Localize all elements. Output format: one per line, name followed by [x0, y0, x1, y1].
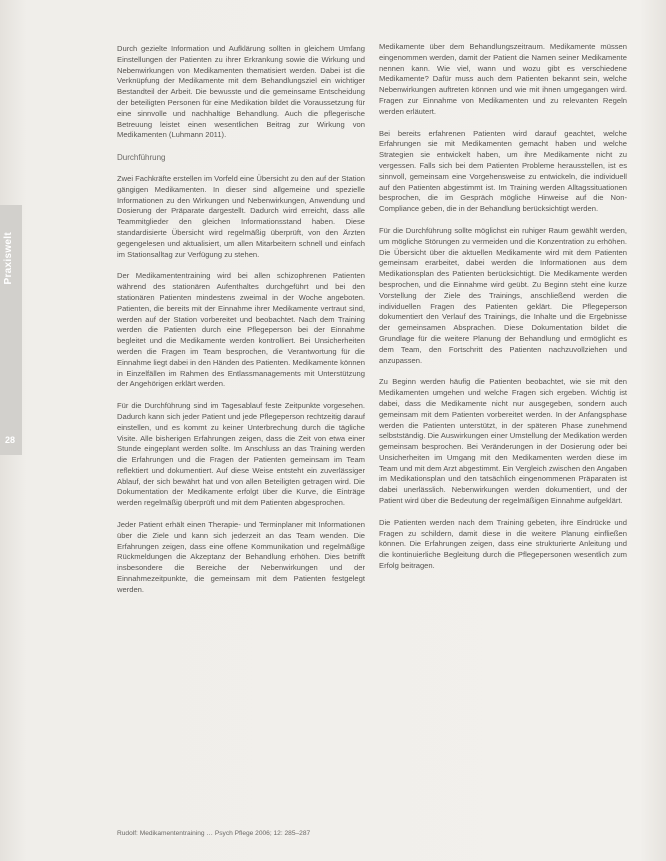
paragraph: Für die Durchführung sind im Tagesablauf feste Zeitpunkte vorgesehen. Dadurch kann sich jeder Patient und jede Pflegeperson rechtzeitig darauf einstellen, und es kommt zu keiner Unterbrechung durch die tägliche Visite. Alle bisherigen Erfahrungen zeigen, dass die Zeit von etwa einer Stunde eingeplant werden sollte. Im Anschluss an das Training werden die Erfahrungen und die Fragen der Patienten gemeinsam im Team reflektiert und dokumentiert. Auf diese Weise entsteht ein zuverlässiger Ablauf, der sich bewährt hat und von allen Beteiligten getragen wird. Die Dokumentation der Medikamente erfolgt über die Kurve, die Einträge werden regelmäßig überprüft und mit dem Patienten abgesprochen. [117, 401, 365, 508]
paragraph: Jeder Patient erhält einen Therapie- und Terminplaner mit Informationen über die Ziele und kann sich jederzeit an das Team wenden. Die Erfahrungen zeigen, dass eine offene Kommunikation und regelmäßige Rückmeldungen die Akzeptanz der Behandlung erhöhen. Dies betrifft insbesondere die Bereiche der Nebenwirkungen und der Einnahmezeitpunkte, die gemeinsam mit dem Patienten festgelegt werden. [117, 520, 365, 594]
paragraph: Der Medikamententraining wird bei allen schizophrenen Patienten während des stationären Aufenthaltes durchgeführt und bei den stationären Patienten mindestens zweimal in der Woche angeboten. Patienten, die bereits mit der Einnahme ihrer Medikamente vertraut sind, werden auf der Station vorbereitet und beobachtet. Nach dem Training werden die Patienten durch eine Pflegeperson bei der Einnahme begleitet und die Medikamente werden kontrolliert. Bei Unsicherheiten werden die Fragen im Team besprochen, die Verantwortung für die Einnahme liegt dabei in den Händen des Patienten. Medikamente können in Einzelfällen im Rahmen des Entlassmanagements mit Unterstützung der Angehörigen erklärt werden. [117, 271, 365, 389]
paragraph: Zu Beginn werden häufig die Patienten beobachtet, wie sie mit den Medikamenten umgehen und welche Fragen sich ergeben. Wichtig ist dabei, dass die Medikamente nicht nur ausgegeben, sondern auch gemeinsam mit dem Patienten vorbereitet werden. In der Anfangsphase werden die Patienten unterstützt, in der späteren Phase zunehmend selbstständig. Die Auswirkungen einer Umstellung der Medikation werden gemeinsam besprochen. Bei Veränderungen in der Dosierung oder bei Unsicherheiten im Umgang mit den Medikamenten werden diese im Team und mit dem Arzt abgestimmt. Ein Vergleich zwischen den Angaben im Medikationsplan und den tatsächlich eingenommenen Präparaten ist dabei unerlässlich. Nebenwirkungen werden dokumentiert, und der Patient wird über die Bedeutung der regelmäßigen Einnahme aufgeklärt. [379, 377, 627, 506]
paragraph: Bei bereits erfahrenen Patienten wird darauf geachtet, welche Erfahrungen sie mit Medikamenten gemacht haben und welche Strategien sie entwickelt haben, um ihre Medikamente nicht zu vergessen. Falls sich bei dem Patienten Probleme herausstellen, ist es sinnvoll, gemeinsam eine Vorgehensweise zu entwickeln, die individuell auf den Patienten abgestimmt ist. Im Training werden Alltagssituationen besprochen, die im Gespräch mögliche Hinweise auf die Non-Compliance geben, die in der Behandlung berücksichtigt werden. [379, 128, 627, 214]
section-heading: Durchführung [117, 153, 166, 163]
page-number: 28 [5, 435, 16, 445]
paragraph: Für die Durchführung sollte möglichst ein ruhiger Raum gewählt werden, um mögliche Störungen zu vermeiden und die Konzentration zu erhöhen. Die Übersicht über die aktuellen Medikamente wird mit dem Patienten gemeinsam erarbeitet, dabei werden die Informationen aus dem Medikationsplan des Patienten berücksichtigt. Die Medikamente werden besprochen, und die Einnahme wird geübt. Zu Beginn steht eine kurze Vorstellung der Ziele des Trainings, anschließend werden die individuellen Fragen des Patienten geklärt. Die Pflegeperson dokumentiert den Verlauf des Trainings, die Inhalte und die Ergebnisse der gemeinsamen Absprachen. Diese Dokumentation bildet die Grundlage für die weitere Planung der Behandlung und ermöglicht es dem Team, den Fortschritt des Patienten nachzuvollziehen und anzupassen. [379, 225, 627, 365]
paragraph: Durch gezielte Information und Aufklärung sollten in gleichem Umfang Einstellungen der Patienten zu ihrer Erkrankung sowie die Wirkung und Nebenwirkungen von Medikamenten thematisiert werden. Dabei ist die Verknüpfung der Medikamente mit dem Behandlungsziel ein wichtiger Bestandteil der Arbeit. Die bewusste und die gemeinsame Entscheidung der beteiligten Personen für eine Medikation bildet die Voraussetzung für eine sinnvolle und nachhaltige Behandlung. Auch die pflegerische Betreuung leistet einen wesentlichen Beitrag zur Wirkung von Medikamenten (Luhmann 2011). [117, 44, 365, 140]
paragraph: Medikamente über dem Behandlungszeitraum. Medikamente müssen eingenommen werden, damit der Patient die Namen seiner Medikamente nennen kann. Wie viel, wann und wozu gibt es verschiedene Medikamente? Dafür muss auch dem Patienten bekannt sein, welche Nebenwirkungen auftreten können und wie mit ihnen umgegangen wird. Fragen zur Einnahme von Medikamenten und zu relevanten Regeln werden erläutert. [379, 42, 627, 116]
paragraph: Zwei Fachkräfte erstellen im Vorfeld eine Übersicht zu den auf der Station gängigen Medikamenten. In dieser sind allgemeine und spezielle Informationen zu den Wirkungen und Nebenwirkungen, Anwendung und Dosierung der Präparate dargestellt. Dadurch wird erreicht, dass alle Teammitglieder den gleichen Informationsstand haben. Diese standardisierte Übersicht wird regelmäßig überprüft, von den Ärzten gegengelesen und aktualisiert, um allen Mitarbeitern schnell und einfach im Stationsalltag zur Verfügung zu stehen. [117, 173, 365, 259]
left-column [117, 44, 365, 607]
paragraph: Die Patienten werden nach dem Training gebeten, ihre Eindrücke und Fragen zu schildern, damit diese in die weitere Planung einfließen können. Die Erfahrungen zeigen, dass eine strukturierte Anleitung und die kontinuierliche Begleitung durch die Pflegepersonen wesentlich zum Erfolg beitragen. [379, 517, 627, 571]
right-column [379, 42, 627, 583]
section-label: Praxiswelt [3, 232, 14, 285]
footer-citation: Rudolf: Medikamententraining … Psych Pflege 2006; 12: 285–287 [117, 830, 311, 837]
